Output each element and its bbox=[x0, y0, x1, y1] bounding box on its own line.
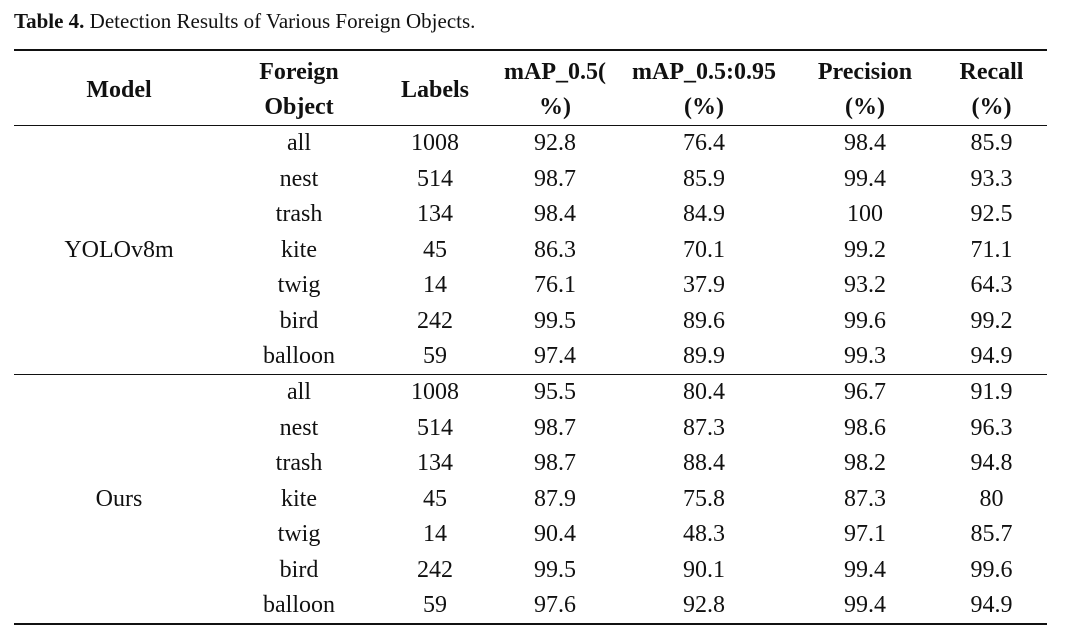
cell-precision: 99.2 bbox=[844, 236, 886, 263]
header-map50-line1: mAP_0.5( bbox=[504, 59, 606, 85]
header-precision-line2: (%) bbox=[845, 94, 885, 120]
cell-foreign-object: trash bbox=[275, 450, 323, 476]
cell-labels: 14 bbox=[423, 272, 447, 298]
table-number: Table 4. bbox=[14, 9, 85, 33]
cell-foreign-object: nest bbox=[279, 165, 319, 192]
cell-map5095: 89.9 bbox=[683, 343, 725, 369]
cell-labels: 59 bbox=[423, 592, 447, 618]
cell-foreign-object: trash bbox=[275, 201, 323, 227]
header-precision-line1: Precision bbox=[817, 59, 913, 85]
cell-foreign-object: twig bbox=[277, 521, 321, 547]
cell-model: YOLOv8m bbox=[64, 237, 174, 264]
table-caption bbox=[14, 7, 475, 35]
cell-foreign-object: twig bbox=[277, 272, 321, 298]
cell-precision: 99.6 bbox=[844, 307, 886, 334]
cell-recall: 93.3 bbox=[970, 165, 1013, 192]
cell-foreign-object: balloon bbox=[263, 343, 335, 369]
cell-labels: 514 bbox=[417, 165, 453, 192]
cell-map5095: 88.4 bbox=[683, 450, 725, 476]
cell-precision: 99.4 bbox=[844, 556, 886, 583]
cell-recall: 91.9 bbox=[970, 379, 1013, 405]
cell-precision: 98.6 bbox=[844, 414, 886, 441]
cell-recall: 85.9 bbox=[970, 130, 1013, 156]
header-model: Model bbox=[86, 77, 152, 103]
cell-foreign-object: kite bbox=[281, 236, 317, 263]
cell-foreign-object: all bbox=[287, 379, 311, 405]
group-separator-rule bbox=[14, 374, 1047, 375]
cell-labels: 242 bbox=[417, 307, 453, 334]
cell-labels: 1008 bbox=[411, 130, 459, 156]
cell-map50: 76.1 bbox=[534, 272, 576, 298]
cell-map50: 98.7 bbox=[534, 165, 576, 192]
cell-foreign-object: kite bbox=[281, 485, 317, 512]
cell-map50: 99.5 bbox=[534, 556, 576, 583]
cell-recall: 99.2 bbox=[970, 307, 1013, 334]
header-labels: Labels bbox=[400, 77, 469, 103]
cell-map50: 98.7 bbox=[534, 414, 576, 441]
header-foreign-object-line1: Foreign bbox=[259, 59, 339, 85]
cell-labels: 242 bbox=[417, 556, 453, 583]
cell-map5095: 90.1 bbox=[683, 556, 725, 583]
cell-map5095: 70.1 bbox=[683, 236, 725, 263]
cell-map50: 92.8 bbox=[534, 130, 576, 156]
cell-precision: 98.4 bbox=[844, 130, 886, 156]
header-map5095-line2: (%) bbox=[684, 94, 724, 120]
top-rule bbox=[14, 49, 1047, 51]
cell-recall: 96.3 bbox=[970, 414, 1013, 441]
cell-recall: 94.8 bbox=[970, 450, 1013, 476]
cell-map50: 99.5 bbox=[534, 307, 576, 334]
cell-map5095: 87.3 bbox=[683, 414, 725, 441]
bottom-rule bbox=[14, 623, 1047, 625]
cell-precision: 93.2 bbox=[844, 272, 886, 298]
cell-map50: 95.5 bbox=[534, 379, 576, 405]
cell-foreign-object: bird bbox=[279, 307, 319, 334]
cell-recall: 80 bbox=[979, 485, 1004, 512]
cell-precision: 99.3 bbox=[844, 343, 886, 369]
cell-foreign-object: all bbox=[287, 130, 311, 156]
cell-recall: 64.3 bbox=[970, 272, 1013, 298]
cell-map5095: 75.8 bbox=[683, 485, 725, 512]
header-map50-line2: %) bbox=[539, 94, 571, 120]
cell-map5095: 76.4 bbox=[683, 130, 725, 156]
cell-precision: 97.1 bbox=[844, 521, 886, 547]
cell-precision: 87.3 bbox=[844, 485, 886, 512]
cell-recall: 85.7 bbox=[970, 521, 1013, 547]
cell-map5095: 85.9 bbox=[683, 165, 725, 192]
cell-labels: 45 bbox=[423, 236, 447, 263]
cell-precision: 99.4 bbox=[844, 165, 886, 192]
cell-foreign-object: nest bbox=[279, 414, 319, 441]
cell-foreign-object: balloon bbox=[263, 592, 335, 618]
cell-recall: 94.9 bbox=[970, 592, 1013, 618]
cell-precision: 99.4 bbox=[844, 592, 886, 618]
cell-map5095: 84.9 bbox=[683, 201, 725, 227]
cell-labels: 134 bbox=[417, 450, 453, 476]
cell-map50: 86.3 bbox=[534, 236, 576, 263]
header-map5095-line1: mAP_0.5:0.95 bbox=[632, 59, 776, 85]
cell-recall: 99.6 bbox=[970, 556, 1013, 583]
cell-labels: 134 bbox=[417, 201, 453, 227]
cell-map50: 97.4 bbox=[534, 343, 576, 369]
cell-map5095: 48.3 bbox=[683, 521, 725, 547]
cell-recall: 71.1 bbox=[970, 236, 1013, 263]
cell-labels: 59 bbox=[423, 343, 447, 369]
cell-map5095: 89.6 bbox=[683, 307, 725, 334]
cell-precision: 98.2 bbox=[844, 450, 886, 476]
cell-recall: 94.9 bbox=[970, 343, 1013, 369]
cell-map5095: 92.8 bbox=[683, 592, 725, 618]
table-title: Detection Results of Various Foreign Objects. bbox=[84, 9, 476, 33]
header-recall-line1: Recall bbox=[959, 59, 1024, 85]
cell-precision: 100 bbox=[847, 201, 883, 227]
header-foreign-object-line2: Object bbox=[264, 94, 334, 120]
cell-map50: 98.7 bbox=[534, 450, 576, 476]
cell-labels: 1008 bbox=[411, 379, 459, 405]
cell-labels: 14 bbox=[423, 521, 447, 547]
cell-labels: 514 bbox=[417, 414, 453, 441]
cell-map50: 90.4 bbox=[534, 521, 576, 547]
cell-map5095: 37.9 bbox=[683, 272, 725, 298]
cell-model: Ours bbox=[95, 486, 143, 513]
cell-map50: 97.6 bbox=[534, 592, 576, 618]
header-recall-line2: (%) bbox=[971, 94, 1012, 120]
cell-foreign-object: bird bbox=[279, 556, 319, 583]
cell-precision: 96.7 bbox=[844, 379, 886, 405]
cell-map50: 98.4 bbox=[534, 201, 576, 227]
cell-map5095: 80.4 bbox=[683, 379, 725, 405]
cell-labels: 45 bbox=[423, 485, 447, 512]
cell-map50: 87.9 bbox=[534, 485, 576, 512]
cell-recall: 92.5 bbox=[970, 201, 1013, 227]
